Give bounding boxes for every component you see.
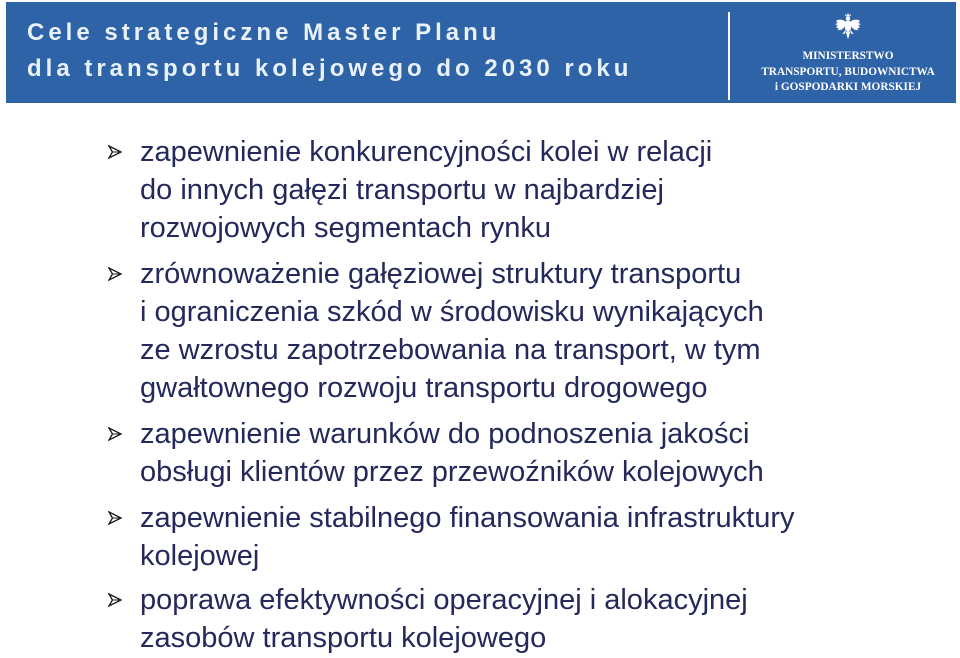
bullet-text-line: obsługi klientów przez przewoźników kolejowych — [140, 456, 764, 488]
ministry-name-line: MINISTERSTWO — [802, 50, 894, 62]
bullet-text-line: kolejowej — [140, 540, 260, 572]
bullet-text-line: ze wzrostu zapotrzebowania na transport, w tym — [140, 334, 761, 366]
bullet-text-line: zasobów transportu kolejowego — [140, 622, 547, 654]
slide-header — [6, 2, 956, 103]
slide-title-line: dla transportu kolejowego do 2030 roku — [27, 55, 633, 82]
eagle-emblem-icon — [834, 11, 862, 42]
header-divider — [728, 12, 730, 100]
bullet-text-line: rozwojowych segmentach rynku — [140, 212, 552, 244]
bullet-text-line: i ograniczenia szkód w środowisku wynikających — [140, 296, 764, 328]
arrowhead-bullet-icon — [108, 427, 122, 441]
bullet-text-line: gwałtownego rozwoju transportu drogowego — [140, 372, 708, 404]
arrowhead-bullet-icon — [108, 511, 122, 525]
bullet-text-line: zapewnienie stabilnego finansowania infrastruktury — [140, 502, 795, 534]
bullet-item — [0, 499, 960, 575]
arrowhead-bullet-icon — [108, 145, 122, 159]
slide-title — [27, 15, 632, 87]
bullet-item — [0, 255, 960, 407]
bullet-text-line: zapewnienie konkurencyjności kolei w relacji — [140, 136, 713, 168]
ministry-logo — [740, 49, 956, 96]
bullet-item — [0, 133, 960, 247]
bullet-text-line: do innych gałęzi transportu w najbardziej — [140, 174, 664, 206]
bullet-text-line: poprawa efektywności operacyjnej i alokacyjnej — [140, 584, 748, 616]
arrowhead-bullet-icon — [108, 593, 122, 607]
ministry-name-line: i GOSPODARKI MORSKIEJ — [774, 81, 922, 93]
bullet-list — [0, 133, 960, 657]
arrowhead-bullet-icon — [108, 267, 122, 281]
bullet-text-line: zapewnienie warunków do podnoszenia jakości — [140, 418, 750, 450]
bullet-item — [0, 415, 960, 491]
bullet-item — [0, 581, 960, 657]
bullet-text-line: zrównoważenie gałęziowej struktury transportu — [140, 258, 742, 290]
slide-title-line: Cele strategiczne Master Planu — [27, 19, 501, 46]
ministry-name-line: TRANSPORTU, BUDOWNICTWA — [761, 65, 935, 78]
